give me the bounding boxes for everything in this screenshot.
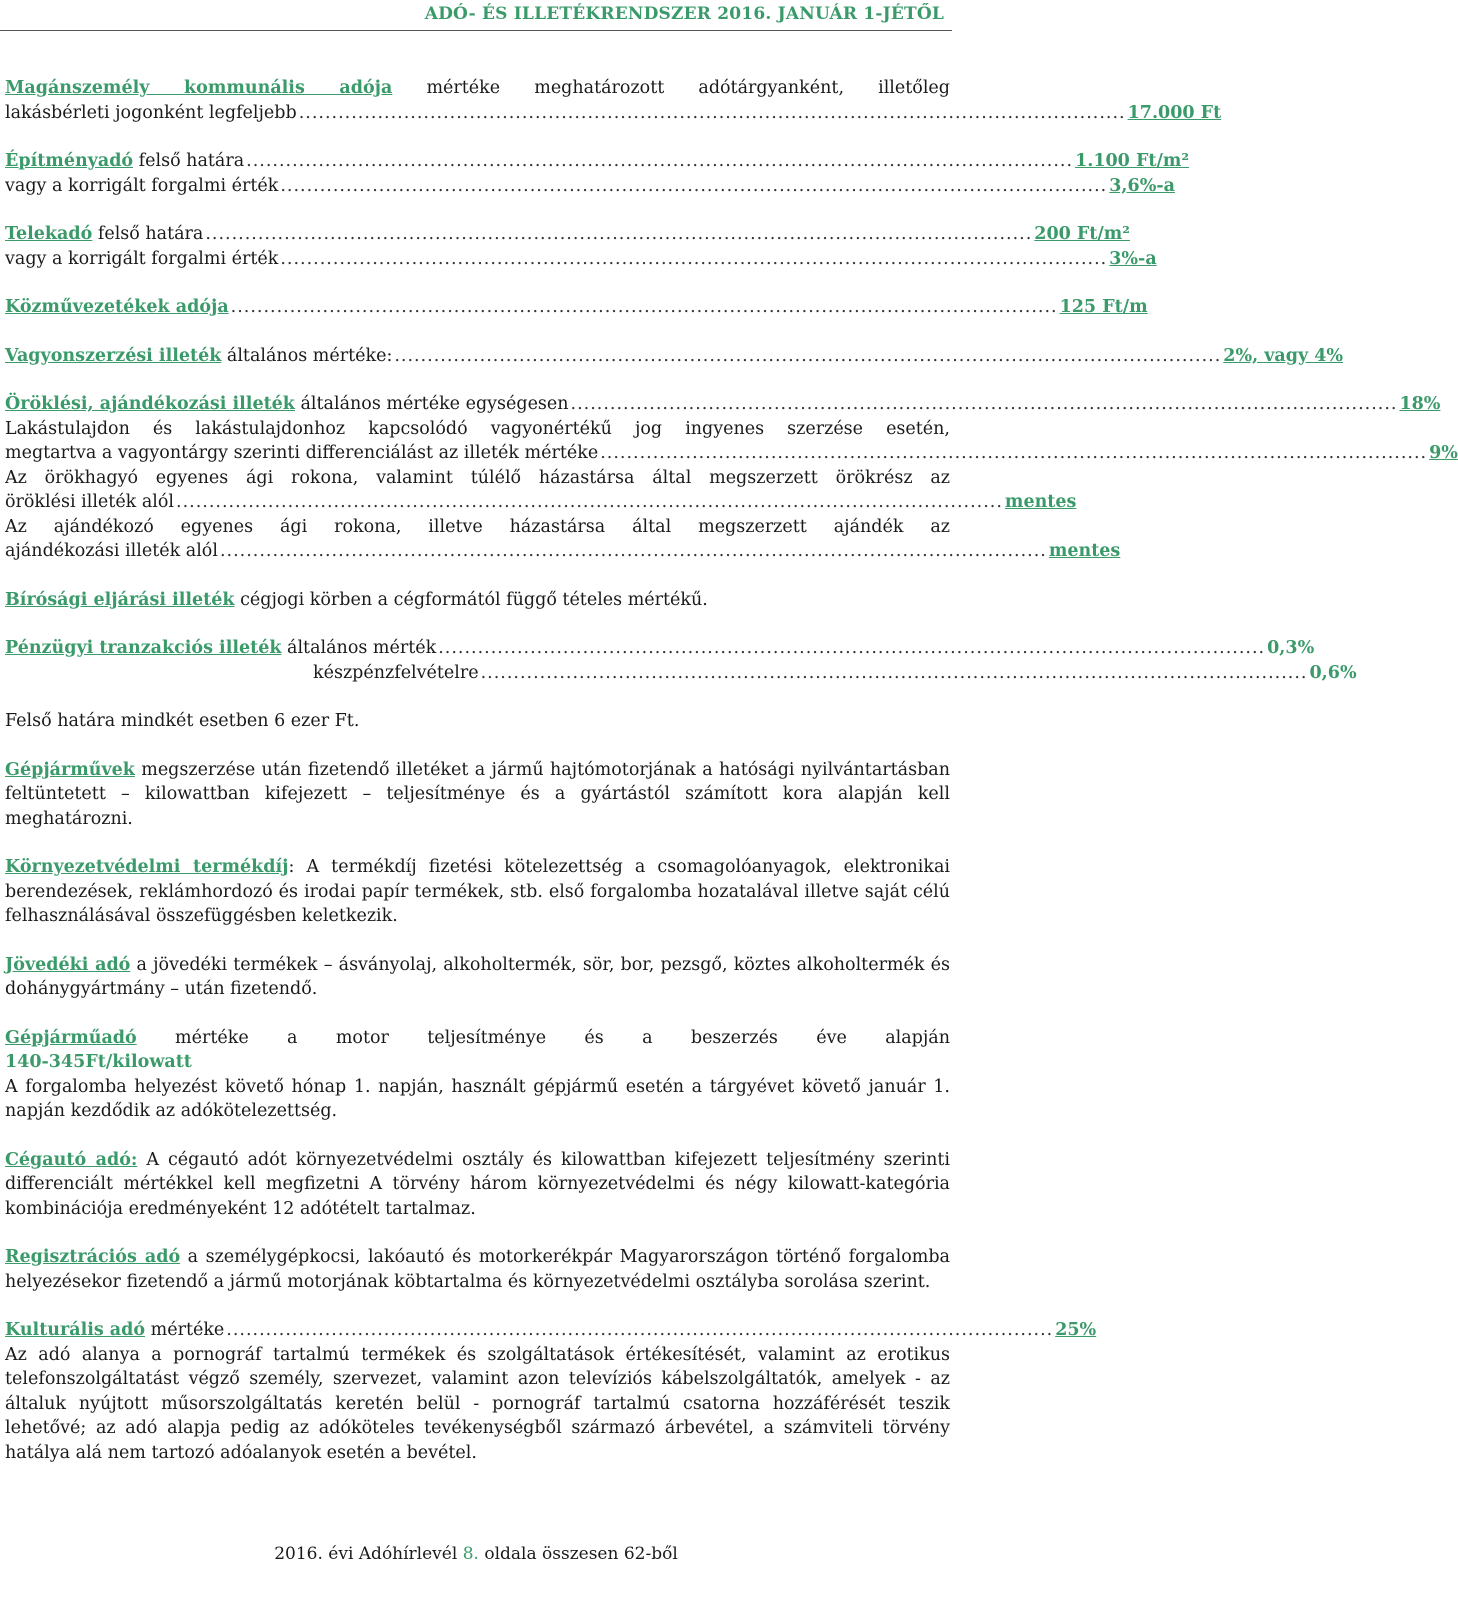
value-gepjarmuado: 140-345Ft/kilowatt (5, 1052, 192, 1072)
leader-dots: .............................................................................................................................. (298, 102, 1126, 123)
leader-dots: .............................................................................................................................. (438, 638, 1266, 658)
leader-dots: .............................................................................................................................. (230, 297, 1058, 317)
leader-dots: .............................................................................................................................. (280, 175, 1108, 196)
keyword-kommunalis: Magánszemély kommunális adója (5, 78, 393, 98)
value-telek-1: 200 Ft/m² (1034, 224, 1130, 244)
section-kommunalis: Magánszemély kommunális adója mértéke meghatározott adótárgyanként, illetőleg lakásbérleti jogonként legfeljebb .............................................................................................................................. 17.000 Ft (5, 76, 950, 125)
keyword-birosagi: Bírósági eljárási illeték (5, 589, 235, 610)
page-footer: 2016. évi Adóhírlevél 8. oldala összesen 62-ből (274, 1544, 678, 1564)
value-ajandekozo: mentes (1048, 541, 1121, 561)
keyword-gepjarmuvek: Gépjárművek (5, 759, 135, 780)
leader-dots: .............................................................................................................................. (570, 394, 1398, 414)
value-penzugyi-1: 0,3% (1267, 638, 1315, 658)
section-telek: Telekadó felső határa .............................................................................................................................. 200 Ft/m² vagy a korrigált forgalmi érték .............................................................................................................................. 3%-a (5, 222, 950, 271)
leader-dots: .............................................................................................................................. (394, 345, 1222, 366)
value-kommunalis: 17.000 Ft (1127, 102, 1222, 123)
keyword-jovedeki: Jövedéki adó (5, 954, 131, 975)
keyword-telek: Telekadó (5, 224, 93, 244)
value-kulturalis: 25% (1055, 1320, 1097, 1340)
leader-dots: .............................................................................................................................. (176, 492, 1003, 512)
leader-dots: .............................................................................................................................. (280, 248, 1108, 269)
header-title: ADÓ- ÉS ILLETÉKRENDSZER 2016. JANUÁR 1-JÉTŐL (424, 4, 944, 24)
section-gepjarmuado: Gépjárműadó mértéke a motor teljesítménye és a beszerzés éve alapján 140-345Ft/kilowatt A forgalomba helyezést követő hónap 1. napján, használt gépjármű esetén a tárgyévet követő január 1. napján kezdődik az adókötelezettség. (5, 1027, 950, 1121)
leader-dots: .............................................................................................................................. (226, 1320, 1054, 1340)
section-jovedeki: Jövedéki adó a jövedéki termékek – ásványolaj, alkoholtermék, sör, bor, pezsgő, köztes alkoholtermék és dohánygyártmány – után fizetendő. (5, 954, 950, 999)
keyword-orokles: Öröklési, ajándékozási illeték (5, 394, 295, 414)
leader-dots: .............................................................................................................................. (600, 443, 1428, 463)
keyword-penzugyi: Pénzügyi tranzakciós illeték (5, 638, 282, 658)
section-orokles: Öröklési, ajándékozási illeték általános mértéke egységesen .............................................................................................................................. 18% Lakástulajdon és lakástulajdonhoz kapcsolódó vagyonértékű jog ingyenes szerzése esetén, megtartva a vagyontárgy szerinti differenciálást az illeték mértéke .............................................................................................................................. 9% Az örökhagyó egyenes ági rokona, valamint túlélő házastársa által megszerzett örökrész az öröklési illeték alól .............................................................................................................................. mentes Az ajándékozó egyenes ági rokona, illetve házastársa által megszerzett ajándék az ajándékozási illeték alól .............................................................................................................................. mentes (5, 392, 950, 564)
page-header (0, 0, 952, 31)
document-body (5, 76, 1458, 1489)
keyword-vagyon: Vagyonszerzési illeték (5, 345, 222, 366)
page-number: 8. (462, 1544, 479, 1564)
keyword-gepjarmuado: Gépjárműadó (5, 1027, 137, 1048)
value-epitmeny-2: 3,6%-a (1109, 175, 1175, 196)
value-kozmu: 125 Ft/m (1059, 297, 1148, 317)
section-kozmu (5, 295, 1148, 320)
keyword-cegauto: Cégautó adó: (5, 1149, 138, 1170)
value-telek-2: 3%-a (1109, 248, 1157, 269)
keyword-kozmu: Közművezetékek adója (5, 297, 229, 317)
value-epitmeny-1: 1.100 Ft/m² (1075, 151, 1190, 171)
section-gepjarmuvek: Gépjárművek megszerzése után fizetendő illetéket a jármű hajtómotorjának a hatósági nyilvántartásban feltüntetett – kilowattban kifejezett – teljesítménye és a gyártástól számított kora alapján kell meghatározni. (5, 759, 950, 829)
value-penzugyi-2: 0,6% (1309, 662, 1357, 683)
section-kornyezet: Környezetvédelmi termékdíj: A termékdíj fizetési kötelezettség a csomagolóanyagok, elektronikai berendezések, reklámhordozó és irodai papír termékek, stb. első forgalomba hozatalával illetve saját célú felhasználásával összefüggésben keletkezik. (5, 857, 950, 926)
keyword-kulturalis: Kulturális adó (5, 1320, 146, 1340)
value-orokhagyo: mentes (1004, 492, 1077, 512)
section-penzugyi: Pénzügyi tranzakciós illeték általános mérték .............................................................................................................................. 0,3% készpénzfelvételre .............................................................................................................................. 0,6% (5, 636, 950, 685)
value-orokles: 18% (1399, 394, 1441, 414)
section-epitmeny: Építményadó felső határa .............................................................................................................................. 1.100 Ft/m² vagy a korrigált forgalmi érték .............................................................................................................................. 3,6%-a (5, 149, 950, 198)
keyword-regisztracios: Regisztrációs adó (5, 1247, 181, 1267)
keyword-kornyezet: Környezetvédelmi termékdíj (5, 857, 289, 877)
leader-dots: .............................................................................................................................. (205, 224, 1033, 244)
section-birosagi: Bírósági eljárási illeték cégjogi körben a cégformától függő tételes mértékű. (5, 589, 708, 610)
section-vagyon: Vagyonszerzési illeték általános mértéke: .............................................................................................................................. 2%, vagy 4% (5, 344, 950, 369)
leader-dots: .............................................................................................................................. (246, 151, 1074, 171)
penzugyi-note: Felső határa mindkét esetben 6 ezer Ft. (5, 711, 360, 731)
value-lakas: 9% (1429, 443, 1458, 463)
leader-dots: .............................................................................................................................. (219, 541, 1047, 561)
section-regisztracios: Regisztrációs adó a személygépkocsi, lakóautó és motorkerékpár Magyarországon történő forgalomba helyezésekor fizetendő a jármű motorjának köbtartalma és környezetvédelmi osztályba sorolása szerint. (5, 1247, 950, 1292)
leader-dots: .............................................................................................................................. (480, 662, 1308, 683)
value-vagyon: 2%, vagy 4% (1223, 345, 1344, 366)
keyword-epitmeny: Építményadó (5, 151, 134, 171)
section-kulturalis: Kulturális adó mértéke .............................................................................................................................. 25% Az adó alanya a pornográf tartalmú termékek és szolgáltatások értékesítését, valamint az erotikus telefonszolgáltatást végző személy, szervezet, valamint azon televíziós kábelszolgáltatók, amelyek - az általuk nyújtott műsorszolgáltatás keretén belül - pornográf tartalmú csatorna hozzáférését teszik lehetővé; az adó alapja pedig az adóköteles tevékenységből származó árbevétel, a számviteli törvény hatálya alá nem tartozó adóalanyok esetén a bevétel. (5, 1320, 1097, 1463)
section-cegauto: Cégautó adó: A cégautó adót környezetvédelmi osztály és kilowattban kifejezett teljesítmény szerinti differenciált mértékkel kell megfizetni A törvény három környezetvédelmi és négy kilowatt-kategória kombinációja eredményeként 12 adótételt tartalmaz. (5, 1149, 950, 1219)
